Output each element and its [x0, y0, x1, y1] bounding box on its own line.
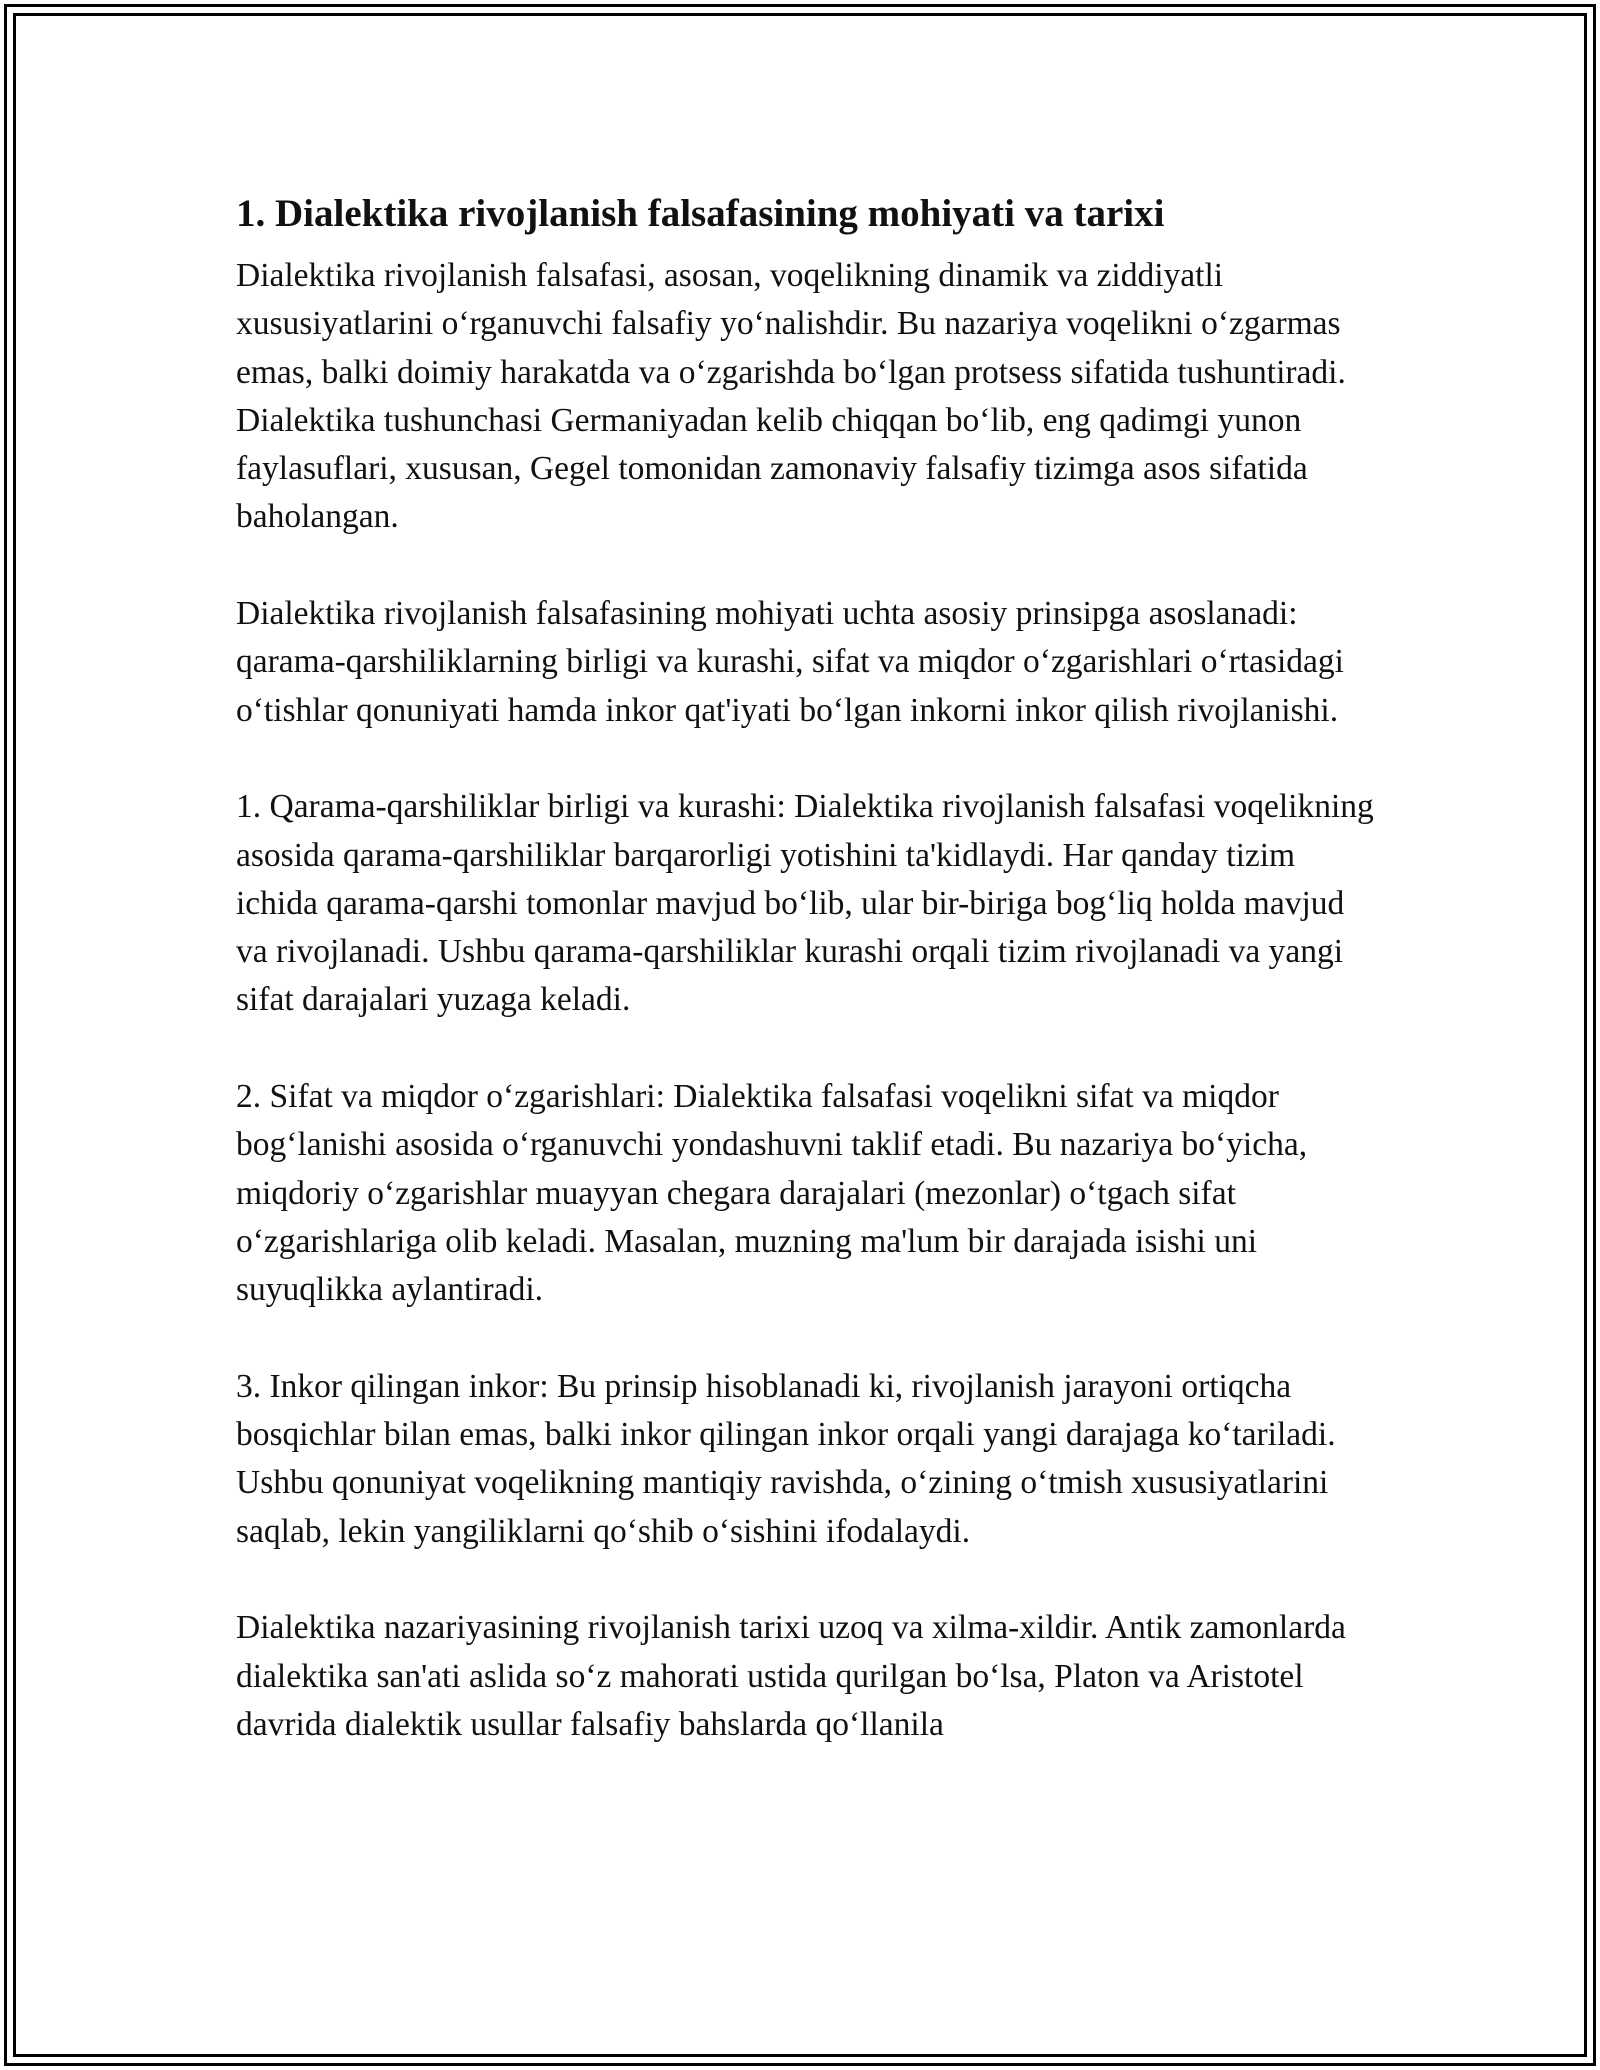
paragraph-principle-2: 2. Sifat va miqdor o‘zgarishlari: Dialektika falsafasi voqelikni sifat va miqdor bog‘lanishi asosida o‘rganuvchi yondashuvni taklif etadi. Bu nazariya bo‘yicha, miqdoriy o‘zgarishlar muayyan chegara darajalari (mezonlar) o‘tgach sifat o‘zgarishlariga olib keladi. Masalan, muzning ma'lum bir darajada isishi uni suyuqlikka aylantiradi.: [236, 1078, 1308, 1309]
document-page: [236, 186, 1376, 1749]
paragraph-principle-3: 3. Inkor qilingan inkor: Bu prinsip hisoblanadi ki, rivojlanish jarayoni ortiqcha bosqichlar bilan emas, balki inkor qilingan inkor orqali yangi darajaga ko‘tariladi. Ushbu qonuniyat voqelikning mantiqiy ravishda, o‘zining o‘tmish xususiyatlarini saqlab, lekin yangiliklarni qo‘shib o‘sishini ifodalaydi.: [236, 1367, 1336, 1550]
paragraph-history: Dialektika nazariyasining rivojlanish tarixi uzoq va xilma-xildir. Antik zamonlarda dialektika san'ati aslida so‘z mahorati ustida qurilgan bo‘lsa, Platon va Aristotel davrida dialektik usullar falsafiy bahslarda qo‘llanila: [236, 1609, 1346, 1743]
paragraph-intro: Dialektika rivojlanish falsafasi, asosan, voqelikning dinamik va ziddiyatli xususiyatlarini o‘rganuvchi falsafiy yo‘nalishdir. Bu nazariya voqelikni o‘zgarmas emas, balki doimiy harakatda va o‘zgarishda bo‘lgan protsess sifatida tushuntiradi. Dialektika tushunchasi Germaniyadan kelib chiqqan bo‘lib, eng qadimgi yunon faylasuflari, xususan, Gegel tomonidan zamonaviy falsafiy tizimga asos sifatida baholangan.: [236, 257, 1346, 536]
paragraph-principle-1: 1. Qarama-qarshiliklar birligi va kurashi: Dialektika rivojlanish falsafasi voqelikning asosida qarama-qarshiliklar barqarorligi yotishini ta'kidlaydi. Har qanday tizim ichida qarama-qarshi tomonlar mavjud bo‘lib, ular bir-biriga bog‘liq holda mavjud va rivojlanadi. Ushbu qarama-qarshiliklar kurashi orqali tizim rivojlanadi va yangi sifat darajalari yuzaga keladi.: [236, 788, 1374, 1019]
section-heading: 1. Dialektika rivojlanish falsafasining mohiyati va tarixi: [236, 192, 1165, 235]
paragraph-principles: Dialektika rivojlanish falsafasining mohiyati uchta asosiy prinsipga asoslanadi: qarama-qarshiliklarning birligi va kurashi, sifat va miqdor o‘zgarishlari o‘rtasidagi o‘tishlar qonuniyati hamda inkor qat'iyati bo‘lgan inkorni inkor qilish rivojlanishi.: [236, 595, 1344, 729]
